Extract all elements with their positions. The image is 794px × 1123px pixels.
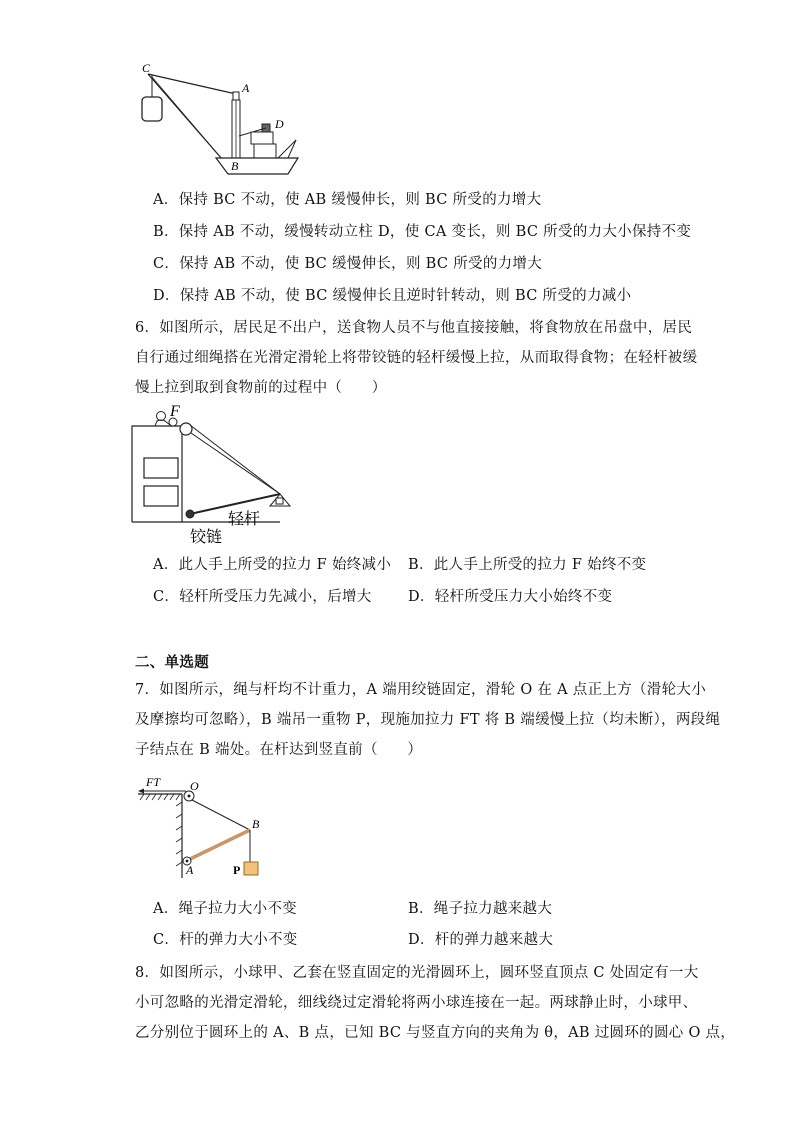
q8-stem-line-2: 小可忽略的光滑定滑轮，细线绕过定滑轮将两小球连接在一起。两球静止时，小球甲、 xyxy=(135,995,698,1011)
label-f: F xyxy=(170,403,180,420)
q8-stem-line-3: 乙分别位于圆环上的 A、B 点，已知 BC 与竖直方向的夹角为 θ，AB 过圆环的圆心 O 点， xyxy=(135,1025,736,1041)
label-d: D xyxy=(275,117,284,131)
section-title: 二、单选题 xyxy=(135,654,209,671)
q6-option-d: D．轻杆所受压力大小始终不变 xyxy=(408,589,613,605)
label-b: B xyxy=(231,159,239,173)
q5-option-d: D．保持 AB 不动，使 BC 缓慢伸长且逆时针转动，则 BC 所受的力减小 xyxy=(153,288,632,304)
label-hinge: 铰链 xyxy=(190,527,223,546)
q6-option-a: A．此人手上所受的拉力 F 始终减小 xyxy=(153,557,392,573)
q8-stem-line-1: 8．如图所示，小球甲、乙套在竖直固定的光滑圆环上，圆环竖直顶点 C 处固定有一大 xyxy=(135,965,699,981)
q6-option-b: B．此人手上所受的拉力 F 始终不变 xyxy=(408,557,647,573)
q5-option-b: B．保持 AB 不动，缓慢转动立柱 D，使 CA 变长，则 BC 所受的力大小保持不变 xyxy=(153,224,692,240)
q5-option-a: A．保持 BC 不动，使 AB 缓慢伸长，则 BC 所受的力增大 xyxy=(153,192,542,208)
crane-figure xyxy=(138,62,308,177)
q7-option-b: B．绳子拉力越来越大 xyxy=(408,901,553,917)
label-a: A xyxy=(186,863,194,877)
q7-stem-line-3: 子结点在 B 端处。在杆达到竖直前（ ） xyxy=(135,742,423,758)
label-c: C xyxy=(142,61,151,75)
q6-stem-line-2: 自行通过细绳搭在光滑定滑轮上将带铰链的轻杆缓慢上拉，从而取得食物；在轻杆被缓 xyxy=(135,350,698,366)
q6-stem-line-1: 6．如图所示，居民足不出户，送食物人员不与他直接接触，将食物放在吊盘中，居民 xyxy=(135,320,693,336)
q7-stem-line-1: 7．如图所示，绳与杆均不计重力，A 端用绞链固定，滑轮 O 在 A 点正上方（滑轮大小 xyxy=(135,682,706,698)
pulley-rod-figure xyxy=(130,402,300,552)
q7-option-a: A．绳子拉力大小不变 xyxy=(153,901,297,917)
q6-stem-line-3: 慢上拉到取到食物前的过程中（ ） xyxy=(135,380,387,396)
label-o: O xyxy=(190,779,199,793)
q7-option-d: D．杆的弹力越来越大 xyxy=(408,932,554,948)
label-b: B xyxy=(252,817,260,831)
q7-stem-line-2: 及摩擦均可忽略），B 端吊一重物 P，现施加拉力 FT 将 B 端缓慢上拉（均未断），两段绳 xyxy=(135,712,721,728)
label-rod: 轻杆 xyxy=(228,509,261,528)
q6-option-c: C．轻杆所受压力先减小，后增大 xyxy=(153,589,372,605)
label-ft: FT xyxy=(146,775,161,789)
label-a: A xyxy=(242,81,250,95)
rod-rope-figure xyxy=(136,772,276,892)
label-p: P xyxy=(233,863,241,877)
q7-option-c: C．杆的弹力大小不变 xyxy=(153,932,298,948)
q5-option-c: C．保持 AB 不动，使 BC 缓慢伸长，则 BC 所受的力增大 xyxy=(153,256,543,272)
